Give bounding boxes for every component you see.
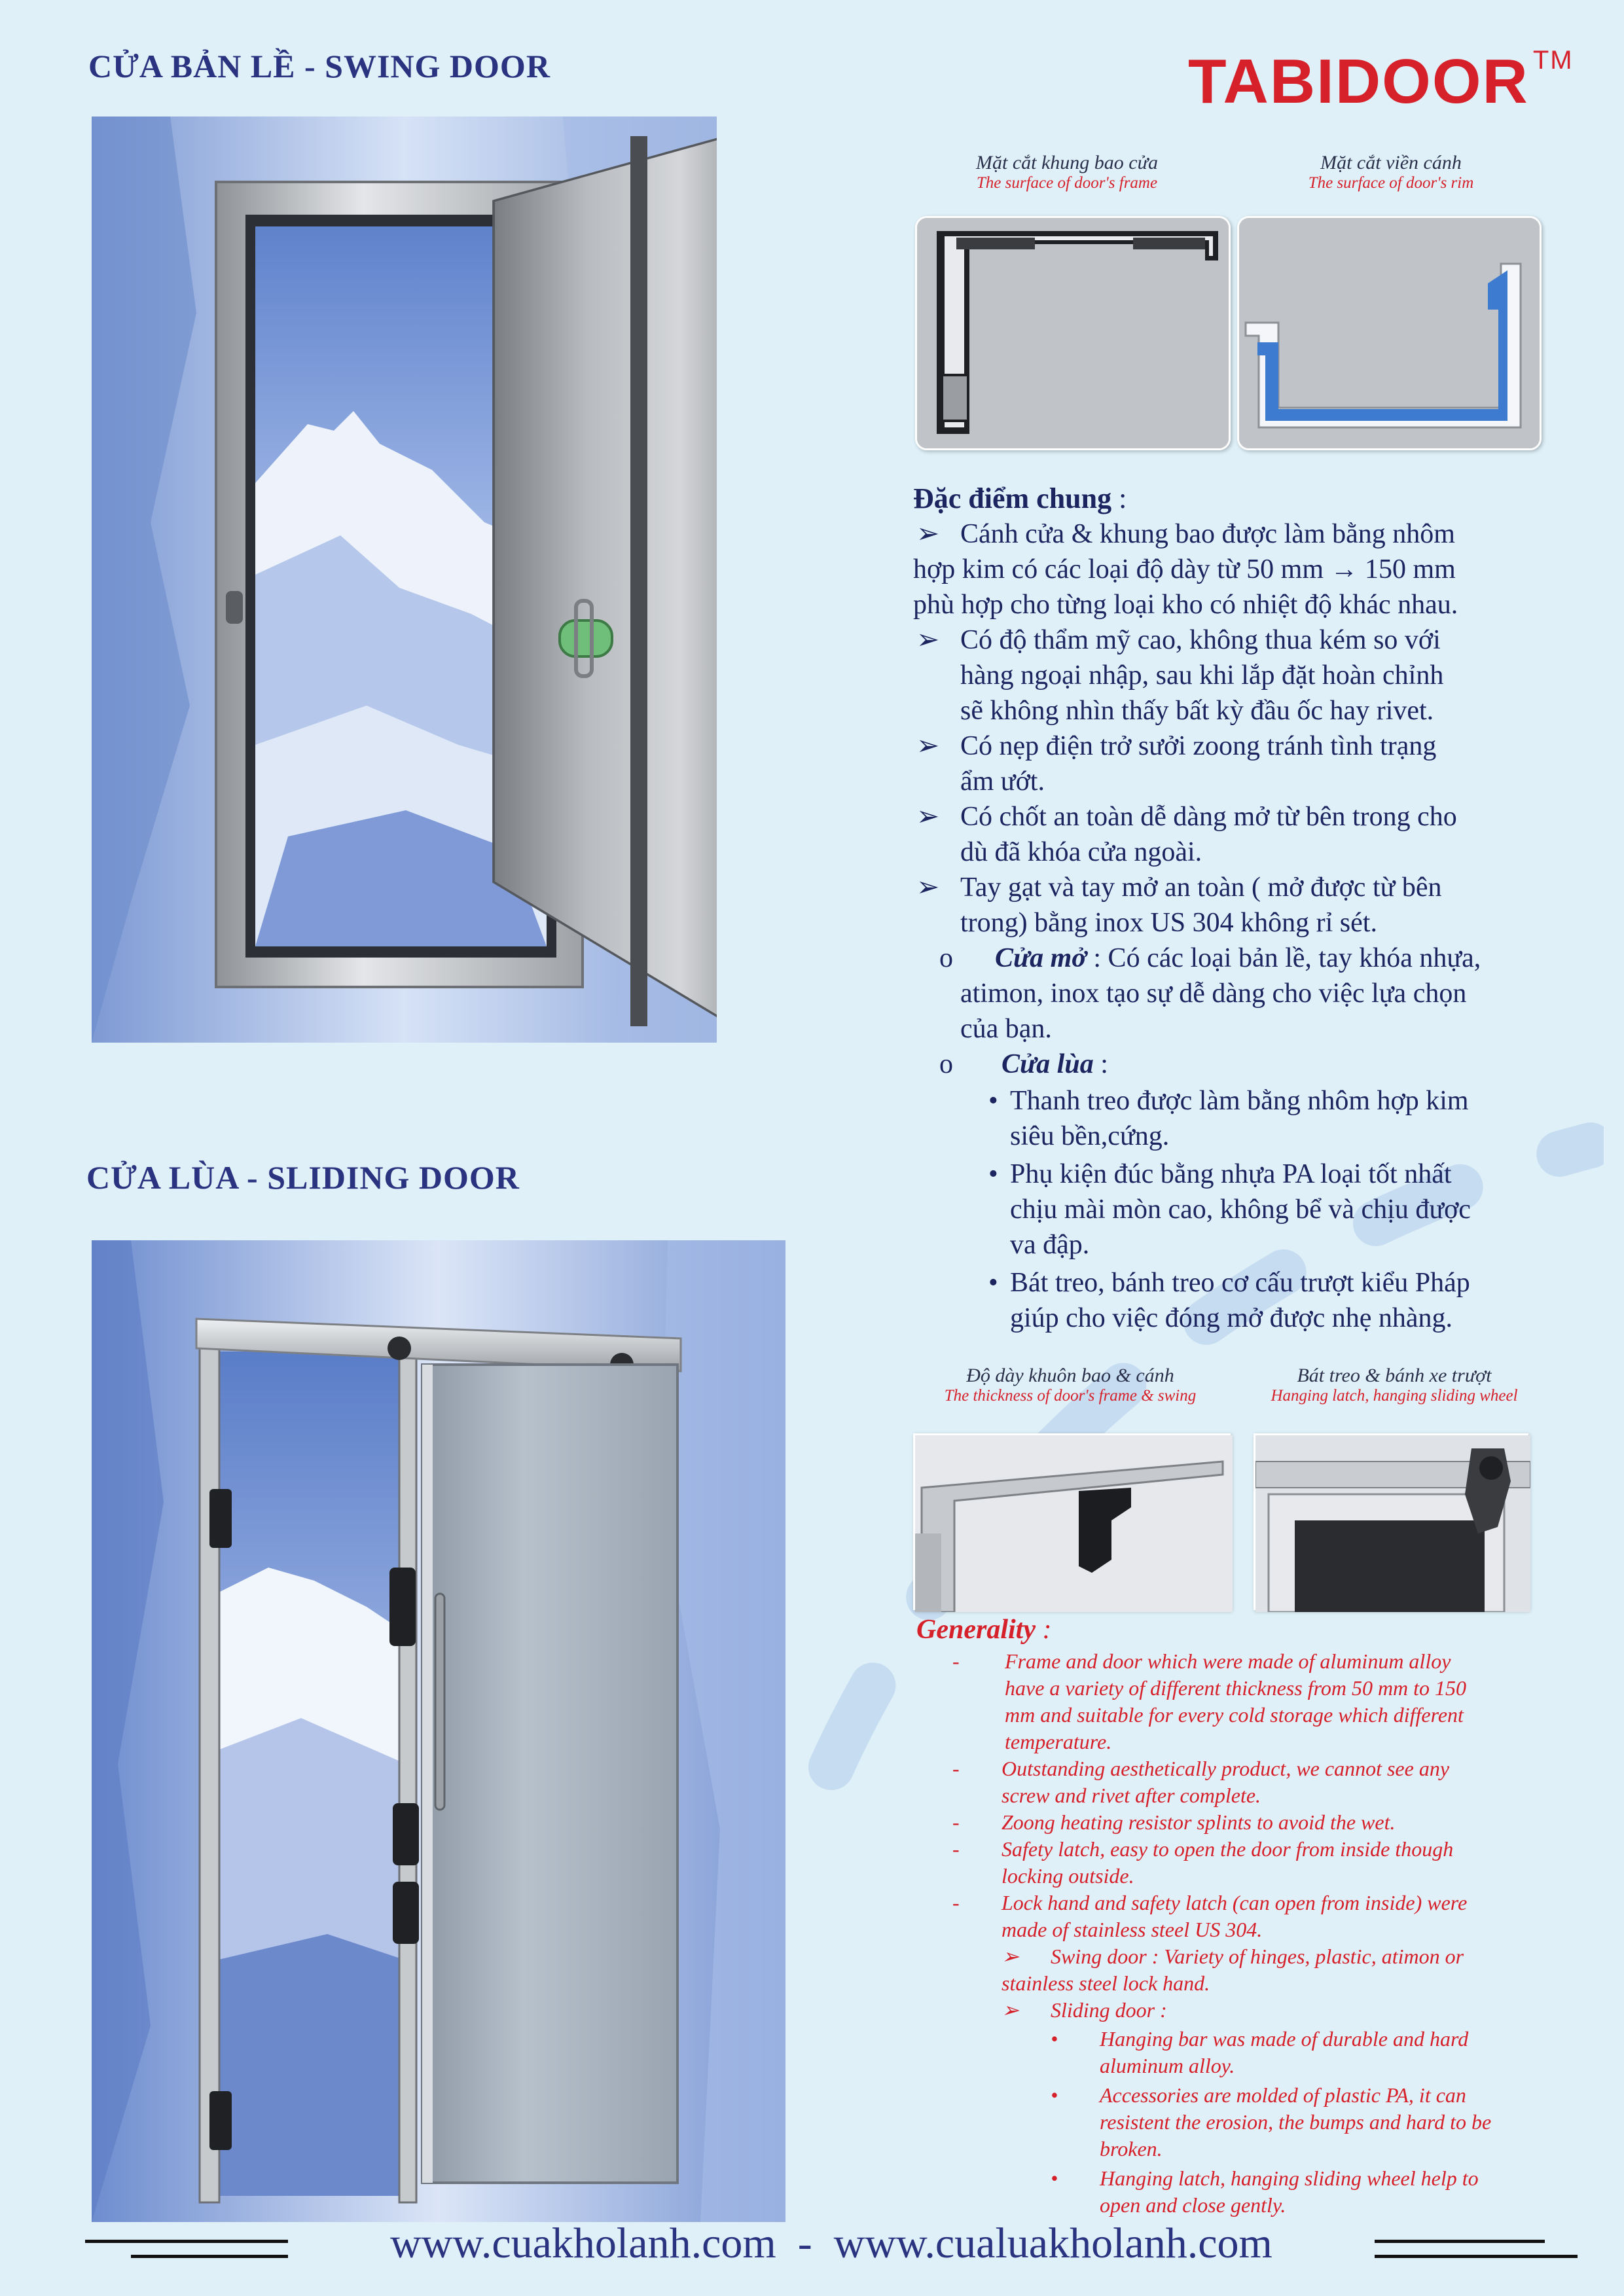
feature-2-line-1: Có độ thẩm mỹ cao, không thua kém so với xyxy=(960,625,1441,655)
swing-option-label: Cửa mở xyxy=(995,943,1087,973)
feature-2-line-2: hàng ngoại nhập, sau khi lắp đặt hoàn chỉnh xyxy=(960,660,1444,691)
dash-bullet-icon: - xyxy=(952,1757,960,1780)
generality-bullet-3 xyxy=(916,2165,1571,2219)
feature-1-line-1: Cánh cửa & khung bao được làm bằng nhôm xyxy=(960,519,1455,549)
dash-bullet-icon: - xyxy=(952,1810,960,1834)
rim-section-caption-en: The surface of door's rim xyxy=(1308,174,1474,192)
generality-sliding-door xyxy=(916,1997,1571,2026)
arrow-bullet-icon: ➢ xyxy=(916,519,940,549)
generality-swing-door xyxy=(916,1943,1571,1997)
generality-swing-line-1: Swing door : Variety of hinges, plastic, atimon or xyxy=(1051,1945,1464,1968)
generality-bullet-2-line-3: broken. xyxy=(1100,2137,1163,2161)
sliding-bullet-1 xyxy=(913,1083,1568,1157)
arrow-bullet-icon: ➢ xyxy=(916,731,940,761)
generality-item-1 xyxy=(916,1648,1571,1755)
features-heading-text: Đặc điểm chung xyxy=(913,482,1112,514)
rim-section-caption-vi: Mặt cắt viền cánh xyxy=(1320,152,1462,173)
swing-door-photo xyxy=(92,117,717,1043)
dot-bullet-icon: • xyxy=(988,1159,998,1189)
circle-bullet-icon: o xyxy=(939,1049,953,1079)
footer-websites[interactable]: www.cuakholanh.com - www.cualuakholanh.com xyxy=(390,2219,1272,2267)
footer-rule-left-bottom xyxy=(131,2255,288,2258)
swing-door-option xyxy=(913,941,1568,1047)
generality-3-line-1: Zoong heating resistor splints to avoid the wet. xyxy=(1001,1810,1396,1834)
swing-option-text-1: : Có các loại bản lề, tay khóa nhựa, xyxy=(1086,943,1481,973)
generality-bullet-1-line-2: aluminum alloy. xyxy=(1100,2054,1235,2077)
arrow-bullet-icon: ➢ xyxy=(916,802,940,832)
frame-section-image xyxy=(915,216,1231,450)
rim-section-caption xyxy=(1240,152,1542,192)
generality-5-line-2: made of stainless steel US 304. xyxy=(1001,1918,1263,1941)
footer-rule-left-top xyxy=(85,2240,288,2243)
generality-1-line-2: have a variety of different thickness from 50 mm to 150 xyxy=(1005,1676,1467,1700)
frame-section-caption xyxy=(916,152,1218,192)
sliding-bullet-1-line-1: Thanh treo được làm bằng nhôm hợp kim xyxy=(1010,1086,1469,1116)
feature-5-line-1: Tay gạt và tay mở an toàn ( mở được từ bên xyxy=(960,872,1442,903)
swing-door-title: CỬA BẢN LỀ - SWING DOOR xyxy=(88,48,550,84)
sliding-bullet-2 xyxy=(913,1157,1568,1265)
dot-bullet-icon: • xyxy=(1051,2027,1058,2051)
arrow-bullet-icon: ➢ xyxy=(1001,1998,1019,2022)
generality-bullet-1-line-1: Hanging bar was made of durable and hard xyxy=(1100,2027,1469,2051)
sliding-bullet-3-line-1: Bát treo, bánh treo cơ cấu trượt kiểu Pháp xyxy=(1010,1268,1470,1298)
dash-bullet-icon: - xyxy=(952,1649,960,1673)
generality-heading xyxy=(916,1617,1571,1648)
sliding-bullet-2-line-2: chịu mài mòn cao, không bể và chịu được xyxy=(1010,1194,1471,1225)
dash-bullet-icon: - xyxy=(952,1891,960,1914)
hanging-latch-caption-en: Hanging latch, hanging sliding wheel xyxy=(1271,1387,1518,1405)
sliding-door-title: CỬA LÙA - SLIDING DOOR xyxy=(86,1159,520,1196)
generality-5-line-1: Lock hand and safety latch (can open from inside) were xyxy=(1001,1891,1468,1914)
sliding-bullet-2-line-3: va đập. xyxy=(1010,1230,1090,1260)
arrow-bullet-icon: ➢ xyxy=(916,625,940,655)
dot-bullet-icon: • xyxy=(988,1268,998,1298)
footer-rule-right-top xyxy=(1375,2240,1545,2243)
generality-bullet-3-line-2: open and close gently. xyxy=(1100,2193,1286,2217)
feature-item-2 xyxy=(913,622,1568,728)
swing-option-line-1 xyxy=(995,941,1481,976)
generality-sliding-line-1: Sliding door : xyxy=(1051,1998,1167,2022)
generality-item-5 xyxy=(916,1890,1571,1943)
feature-1-line-3: phù hợp cho từng loại kho có nhiệt độ khác nhau. xyxy=(913,590,1458,620)
frame-profile-drawing xyxy=(917,218,1231,450)
generality-bullet-3-line-1: Hanging latch, hanging sliding wheel help to xyxy=(1100,2166,1479,2190)
dot-bullet-icon: • xyxy=(1051,2166,1058,2190)
generality-item-3 xyxy=(916,1809,1571,1836)
rim-section-image xyxy=(1237,216,1542,450)
thickness-caption-vi: Độ dày khuôn bao & cánh xyxy=(966,1365,1174,1386)
feature-4-line-1: Có chốt an toàn dễ dàng mở từ bên trong cho xyxy=(960,802,1457,832)
circle-bullet-icon: o xyxy=(939,943,953,973)
features-heading xyxy=(913,481,1568,516)
generality-bullet-2-line-1: Accessories are molded of plastic PA, it can xyxy=(1100,2083,1466,2107)
generality-2-line-1: Outstanding aesthetically product, we cannot see any xyxy=(1001,1757,1450,1780)
generality-bullet-1 xyxy=(916,2026,1571,2082)
generality-bullet-2-line-2: resistent the erosion, the bumps and hard to be xyxy=(1100,2110,1492,2134)
generality-2-line-2: screw and rivet after complete. xyxy=(1001,1784,1261,1807)
sliding-bullet-1-line-2: siêu bền,cứng. xyxy=(1010,1121,1170,1151)
feature-4-line-2: dù đã khóa cửa ngoài. xyxy=(960,837,1202,867)
generality-1-line-4: temperature. xyxy=(1005,1730,1112,1753)
frame-section-caption-en: The surface of door's frame xyxy=(976,174,1158,192)
generality-heading-text: Generality xyxy=(916,1615,1036,1645)
sliding-option-heading xyxy=(1001,1047,1108,1082)
generality-bullet-2 xyxy=(916,2082,1571,2165)
feature-3-line-2: ẩm ướt. xyxy=(960,766,1045,797)
feature-item-1 xyxy=(913,516,1568,622)
hanging-latch-image xyxy=(1254,1433,1528,1610)
hanging-latch-caption xyxy=(1240,1365,1548,1405)
frame-section-caption-vi: Mặt cắt khung bao cửa xyxy=(976,152,1158,173)
sliding-bullet-2-line-1: Phụ kiện đúc bằng nhựa PA loại tốt nhất xyxy=(1010,1159,1452,1189)
feature-item-4 xyxy=(913,799,1568,870)
sliding-option-suffix: : xyxy=(1093,1049,1108,1079)
sliding-option-label: Cửa lùa xyxy=(1001,1049,1094,1079)
sliding-door-photo xyxy=(92,1240,785,2222)
sliding-bullet-3 xyxy=(913,1265,1568,1336)
brand-logo xyxy=(1188,46,1574,118)
dot-bullet-icon: • xyxy=(1051,2083,1058,2107)
thickness-image xyxy=(913,1433,1231,1610)
swing-door-illustration xyxy=(92,117,717,1043)
trademark-symbol: TM xyxy=(1532,46,1574,75)
rim-profile-drawing xyxy=(1239,218,1542,450)
generality-4-line-1: Safety latch, easy to open the door from inside though xyxy=(1001,1837,1454,1861)
arrow-bullet-icon: ➢ xyxy=(1001,1945,1019,1968)
arrow-bullet-icon: ➢ xyxy=(916,872,940,903)
hanging-latch-caption-vi: Bát treo & bánh xe trượt xyxy=(1297,1365,1492,1386)
features-heading-suffix: : xyxy=(1111,482,1127,514)
dash-bullet-icon: - xyxy=(952,1837,960,1861)
generality-4-line-2: locking outside. xyxy=(1001,1864,1134,1888)
generality-swing-line-2: stainless steel lock hand. xyxy=(1001,1971,1210,1995)
feature-2-line-3: sẽ không nhìn thấy bất kỳ đầu ốc hay rivet. xyxy=(960,696,1434,726)
feature-5-line-2: trong) bằng inox US 304 không rỉ sét. xyxy=(960,908,1377,938)
brand-name: TABIDOOR xyxy=(1188,46,1529,117)
feature-item-5 xyxy=(913,870,1568,941)
sliding-door-illustration xyxy=(92,1240,785,2222)
generality-section xyxy=(916,1617,1571,2219)
sliding-door-option xyxy=(913,1047,1568,1083)
thickness-caption-en: The thickness of door's frame & swing xyxy=(944,1387,1197,1405)
swing-option-line-2: atimon, inox tạo sự dễ dàng cho việc lựa chọn xyxy=(960,978,1467,1009)
generality-1-line-1: Frame and door which were made of aluminum alloy xyxy=(1005,1649,1451,1673)
features-vietnamese xyxy=(913,481,1568,1336)
feature-3-line-1: Có nẹp điện trở sưởi zoong tránh tình trạng xyxy=(960,731,1437,761)
hanging-latch-drawing xyxy=(1255,1435,1530,1612)
thickness-caption xyxy=(913,1365,1227,1405)
generality-heading-suffix: : xyxy=(1035,1615,1052,1645)
footer-rule-right-bottom xyxy=(1375,2255,1578,2258)
generality-1-line-3: mm and suitable for every cold storage which different xyxy=(1005,1703,1464,1727)
swing-option-line-3: của bạn. xyxy=(960,1014,1052,1044)
generality-item-2 xyxy=(916,1755,1571,1809)
dot-bullet-icon: • xyxy=(988,1086,998,1116)
feature-1-line-2: hợp kim có các loại độ dày từ 50 mm → 150 mm xyxy=(913,554,1456,584)
sliding-bullet-3-line-2: giúp cho việc đóng mở được nhẹ nhàng. xyxy=(1010,1303,1453,1333)
thickness-detail-drawing xyxy=(915,1435,1233,1612)
generality-item-4 xyxy=(916,1836,1571,1890)
feature-item-3 xyxy=(913,728,1568,799)
